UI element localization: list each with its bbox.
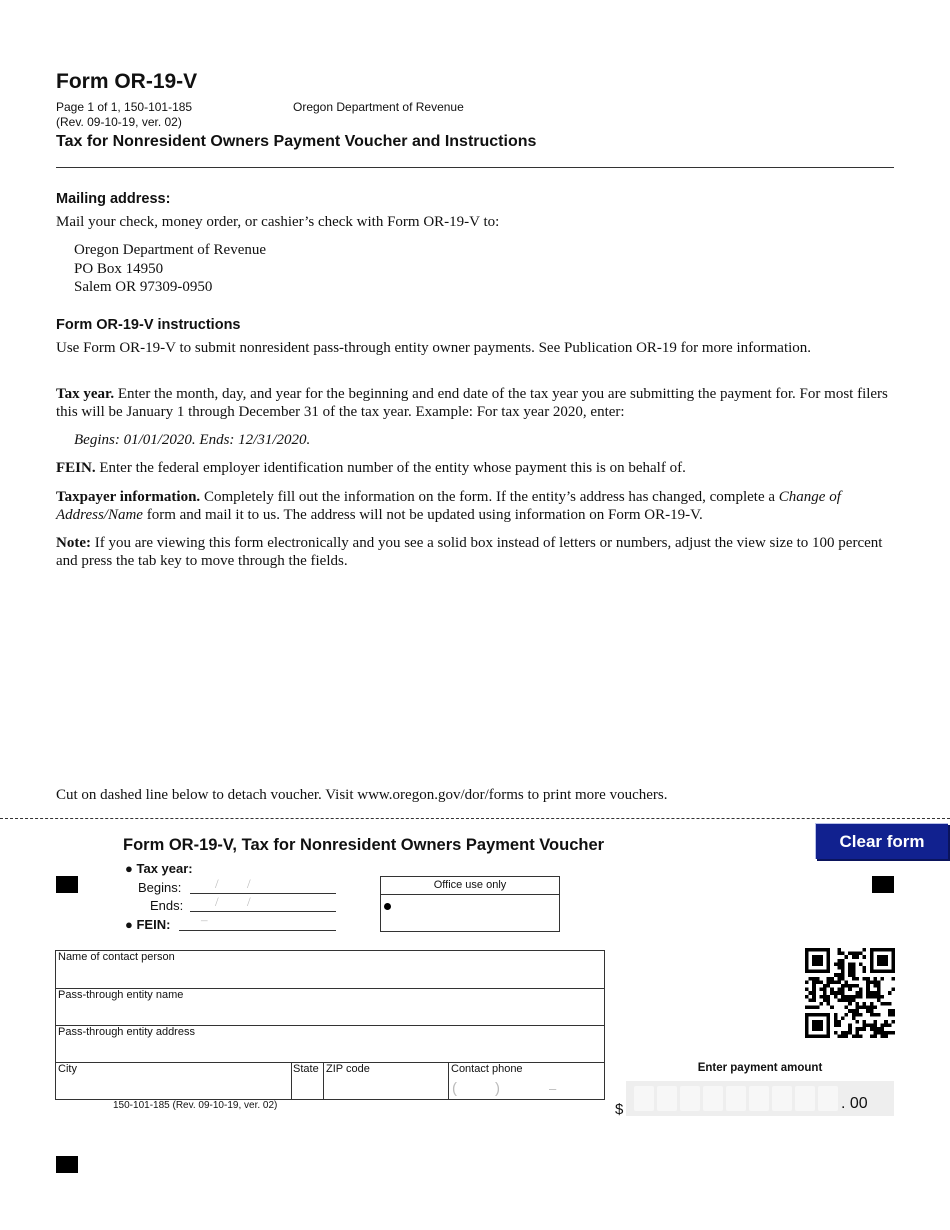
cut-instruction: Cut on dashed line below to detach voucher. Visit www.oregon.gov/dor/forms to print more vouchers. [56, 787, 668, 803]
form-title: Form OR-19-V [56, 70, 198, 93]
fein-instruction [56, 459, 896, 477]
digit-slot [818, 1086, 838, 1111]
payment-amount-label: Enter payment amount [697, 1062, 823, 1074]
phone-paren: ( [452, 1080, 457, 1097]
instructions-intro: Use Form OR-19-V to submit nonresident pass-through entity owner payments. See Publication OR-19 for more information. [56, 340, 812, 356]
tax-year-text: Enter the month, day, and year for the beginning and end date of the tax year you are submitting the payment for. For most filers this will be January 1 through December 31 of the tax year. Example: For tax year 2020, enter: [56, 386, 888, 420]
bullet-icon: ● [125, 861, 133, 876]
ends-label: Ends: [150, 898, 184, 913]
note-instruction [56, 534, 896, 570]
digit-slot [680, 1086, 700, 1111]
change-of-address-form-name: Change of Address/Name [56, 489, 841, 523]
mailing-intro: Mail your check, money order, or cashier’s check with Form OR-19-V to: [56, 214, 500, 230]
header-divider [56, 167, 894, 168]
bullet-icon: ● [125, 917, 133, 932]
contact-name-field[interactable] [56, 951, 604, 988]
clear-form-button[interactable]: Clear form [815, 823, 948, 859]
digit-slot [657, 1086, 677, 1111]
zip-label: ZIP code [326, 1063, 370, 1075]
tax-year-label-text: Tax year: [136, 861, 193, 876]
fein-lead: FEIN. [56, 460, 96, 476]
office-use-box [380, 876, 560, 932]
contact-phone-label: Contact phone [451, 1063, 523, 1075]
begins-date-input[interactable] [190, 876, 336, 893]
cut-dashed-line [0, 818, 950, 819]
fein-underline [179, 930, 336, 931]
registration-mark [56, 1156, 78, 1173]
fein-label-text: FEIN: [136, 917, 171, 932]
department-name: Oregon Department of Revenue [293, 100, 464, 114]
payment-cents: . 00 [841, 1095, 868, 1112]
instructions-heading: Form OR-19-V instructions [56, 317, 241, 333]
date-separator: / [247, 876, 251, 891]
bullet-icon [384, 903, 391, 910]
address-line: Salem OR 97309-0950 [74, 279, 213, 295]
revision-text: (Rev. 09-10-19, ver. 02) [56, 115, 182, 129]
note-text: If you are viewing this form electronically and you see a solid box instead of letters or numbers, adjust the view size to 100 percent and press the tab key to move through the fields. [56, 535, 883, 569]
date-separator: / [215, 876, 219, 891]
state-label: State [293, 1063, 319, 1075]
city-label: City [58, 1063, 77, 1075]
page-info [56, 100, 192, 130]
entity-address-field[interactable] [56, 1026, 604, 1062]
zip-field[interactable] [324, 1063, 449, 1099]
office-use-label: Office use only [381, 877, 559, 895]
state-field[interactable] [292, 1063, 324, 1099]
address-line: Oregon Department of Revenue [74, 242, 267, 258]
taxpayer-text: Completely fill out the information on the form. If the entity’s address has changed, complete a [200, 489, 779, 505]
mailing-address-block [74, 241, 266, 297]
document-title: Tax for Nonresident Owners Payment Voucher and Instructions [56, 133, 537, 150]
digit-slot [703, 1086, 723, 1111]
page-number-text: Page 1 of 1, 150-101-185 [56, 100, 193, 114]
mailing-heading: Mailing address: [56, 191, 171, 207]
tax-year-instruction [56, 385, 896, 421]
date-separator: / [247, 894, 251, 909]
contact-name-label: Name of contact person [58, 951, 175, 963]
date-separator: / [215, 894, 219, 909]
digit-slot [634, 1086, 654, 1111]
fein-separator: – [201, 912, 208, 927]
registration-mark [872, 876, 894, 893]
digit-slot [795, 1086, 815, 1111]
address-line: PO Box 14950 [74, 260, 164, 277]
digit-slot [726, 1086, 746, 1111]
city-field[interactable] [56, 1063, 292, 1099]
phone-dash: – [549, 1081, 557, 1096]
contact-phone-field[interactable] [449, 1063, 604, 1099]
digit-slot [772, 1086, 792, 1111]
dollar-sign: $ [615, 1101, 624, 1118]
fein-input[interactable] [179, 912, 336, 930]
phone-paren: ) [495, 1080, 500, 1097]
entity-address-label: Pass-through entity address [58, 1026, 195, 1038]
tax-year-example: Begins: 01/01/2020. Ends: 12/31/2020. [74, 432, 311, 448]
note-lead: Note: [56, 535, 91, 551]
fein-text: Enter the federal employer identification number of the entity whose payment this is on behalf of. [95, 460, 686, 476]
ends-date-input[interactable] [190, 894, 336, 911]
tax-year-lead: Tax year. [56, 386, 115, 402]
digit-slot [749, 1086, 769, 1111]
qr-code-icon [805, 948, 895, 1038]
taxpayer-text: form and mail it to us. The address will not be updated using information on Form OR-19-V. [142, 507, 703, 523]
voucher-title: Form OR-19-V, Tax for Nonresident Owners Payment Voucher [123, 836, 605, 854]
entity-name-field[interactable] [56, 989, 604, 1025]
fein-label [125, 917, 170, 932]
taxpayer-instruction [56, 488, 896, 524]
voucher-revision: 150-101-185 (Rev. 09-10-19, ver. 02) [113, 1100, 278, 1111]
taxpayer-info-table [55, 950, 605, 1100]
begins-label: Begins: [138, 880, 182, 895]
registration-mark [56, 876, 78, 893]
taxpayer-lead: Taxpayer information. [56, 489, 201, 505]
entity-name-label: Pass-through entity name [58, 989, 184, 1001]
tax-year-label [125, 861, 193, 876]
